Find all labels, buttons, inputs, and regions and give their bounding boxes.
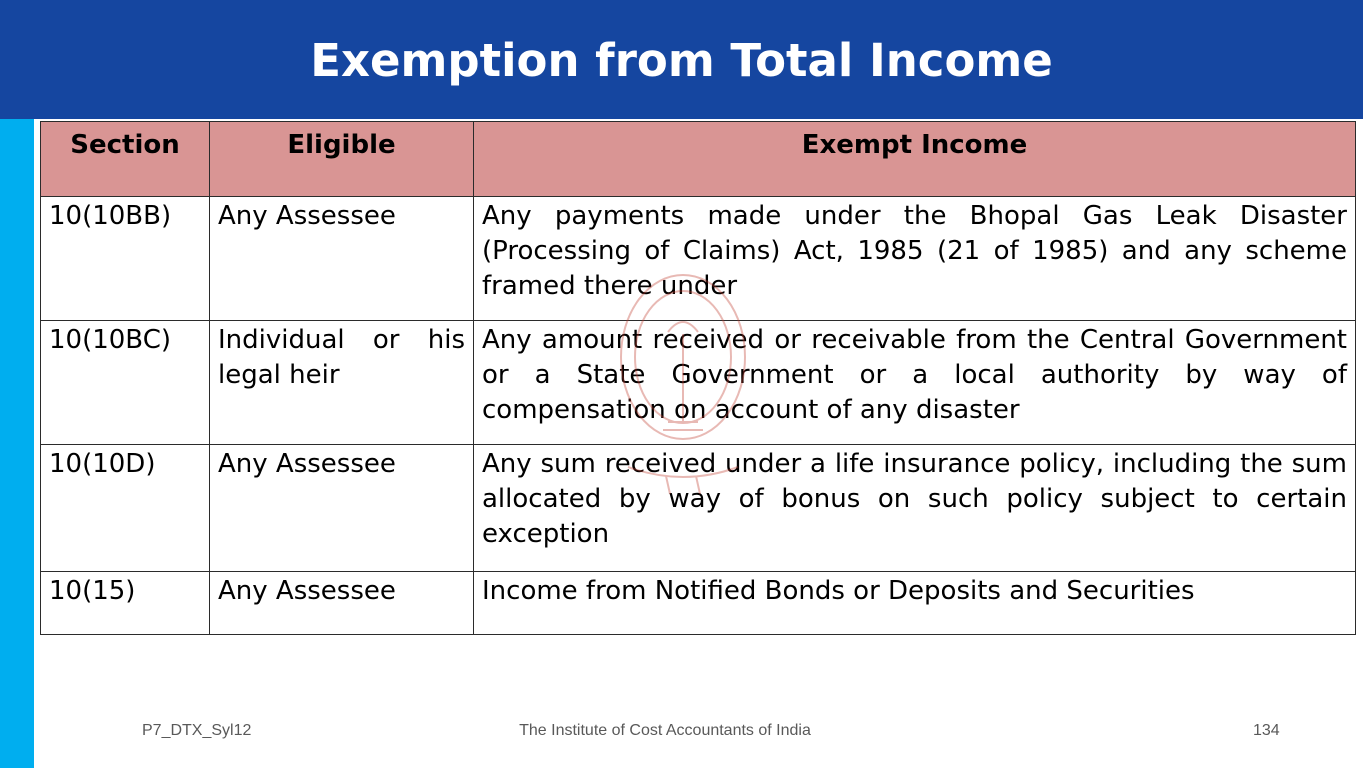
cell-section: 10(15) [41, 572, 210, 635]
left-accent-bar [0, 119, 34, 768]
cell-exempt-income: Income from Notified Bonds or Deposits and Securities [474, 572, 1356, 635]
institute-seal-watermark-icon [608, 262, 758, 507]
title-banner [0, 0, 1363, 119]
page-number: 134 [1253, 722, 1280, 739]
header-section: Section [41, 122, 210, 197]
header-eligible: Eligible [210, 122, 474, 197]
footer-code: P7_DTX_Syl12 [142, 722, 252, 739]
footer-institute: The Institute of Cost Accountants of India [519, 722, 811, 739]
table-header-row [41, 122, 1356, 197]
cell-eligible: Any Assessee [210, 572, 474, 635]
cell-eligible: Any Assessee [210, 197, 474, 321]
cell-section: 10(10D) [41, 445, 210, 572]
slide-title: Exemption from Total Income [310, 34, 1053, 87]
cell-exempt-income: Any amount received or receivable from the Central Government or a State Government or a local authority by way of compensation on account of any disaster [474, 321, 1356, 445]
header-exempt-income: Exempt Income [474, 122, 1356, 197]
cell-exempt-income: Any sum received under a life insurance policy, including the sum allocated by way of bonus on such policy subject to certain exception [474, 445, 1356, 572]
cell-eligible: Individual or his legal heir [210, 321, 474, 445]
cell-section: 10(10BC) [41, 321, 210, 445]
cell-exempt-income: Any payments made under the Bhopal Gas Leak Disaster (Processing of Claims) Act, 1985 (21 of 1985) and any scheme framed there under [474, 197, 1356, 321]
cell-section: 10(10BB) [41, 197, 210, 321]
table-row [41, 572, 1356, 635]
cell-eligible: Any Assessee [210, 445, 474, 572]
